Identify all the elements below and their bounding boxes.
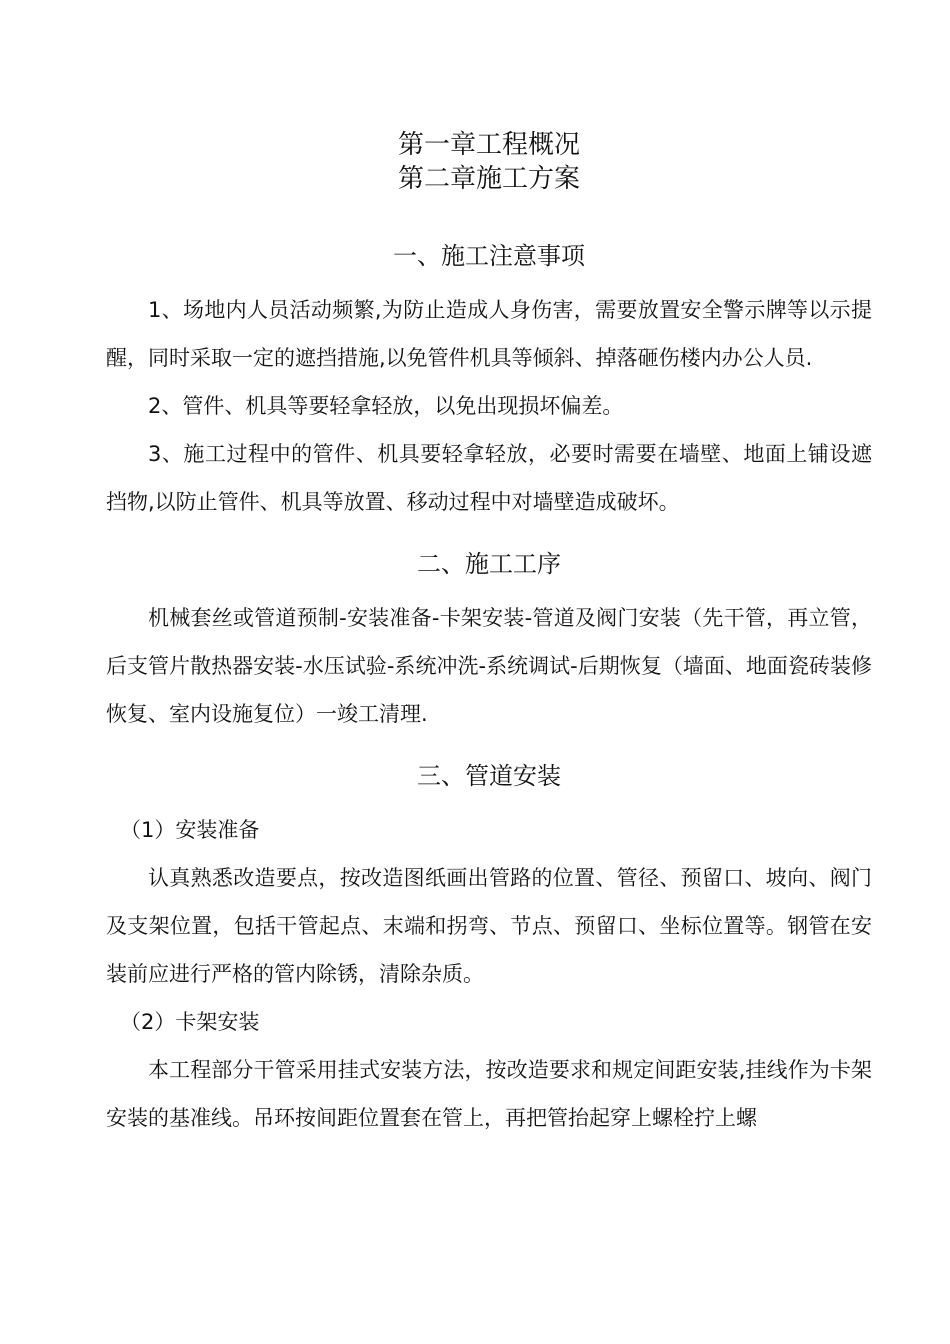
spacer [106,580,872,594]
subsection-1-title: （1）安装准备 [120,818,260,842]
document-content [106,128,872,1142]
spacer [106,792,872,806]
spacer [106,196,872,240]
subsection-2-paragraph: 本工程部分干管采用挂式安装方法，按改造要求和规定间距安装,挂线作为卡架安装的基准线。吊环按间距位置套在管上，再把管抬起穿上螺栓拧上螺 [106,1058,872,1130]
section-1-paragraph-1: 1、场地内人员活动频繁,为防止造成人身伤害，需要放置安全警示牌等以示提醒，同时采取一定的遮挡措施,以免管件机具等倾斜、掉落砸伤楼内办公人员. [106,298,872,370]
section-1-title: 一、施工注意事项 [393,242,585,270]
subsection-2-title: （2）卡架安装 [120,1010,260,1034]
spacer [106,738,872,760]
section-2-title: 二、施工工序 [417,550,561,578]
section-1-paragraph-2: 2、管件、机具等要轻拿轻放，以免出现损坏偏差。 [148,394,624,418]
subsection-1-paragraph: 认真熟悉改造要点，按改造图纸画出管路的位置、管径、预留口、坡向、阀门及支架位置，包括干管起点、末端和拐弯、节点、预留口、坐标位置等。钢管在安装前应进行严格的管内除锈，清除杂质。 [106,866,872,986]
spacer [106,526,872,548]
section-2-paragraph-1: 机械套丝或管道预制-安装准备-卡架安装-管道及阀门安装（先干管，再立管，后支管片散热器安装-水压试验-系统冲洗-系统调试-后期恢复（墙面、地面瓷砖装修恢复、室内设施复位）一竣工清理. [106,606,872,726]
spacer [106,272,872,286]
section-1-paragraph-3: 3、施工过程中的管件、机具要轻拿轻放，必要时需要在墙壁、地面上铺设遮挡物,以防止管件、机具等放置、移动过程中对墙壁造成破坏。 [106,442,872,514]
chapter-2-title: 第二章施工方案 [397,164,580,194]
chapter-1-title: 第一章工程概况 [397,130,580,160]
section-3-title: 三、管道安装 [417,762,561,790]
